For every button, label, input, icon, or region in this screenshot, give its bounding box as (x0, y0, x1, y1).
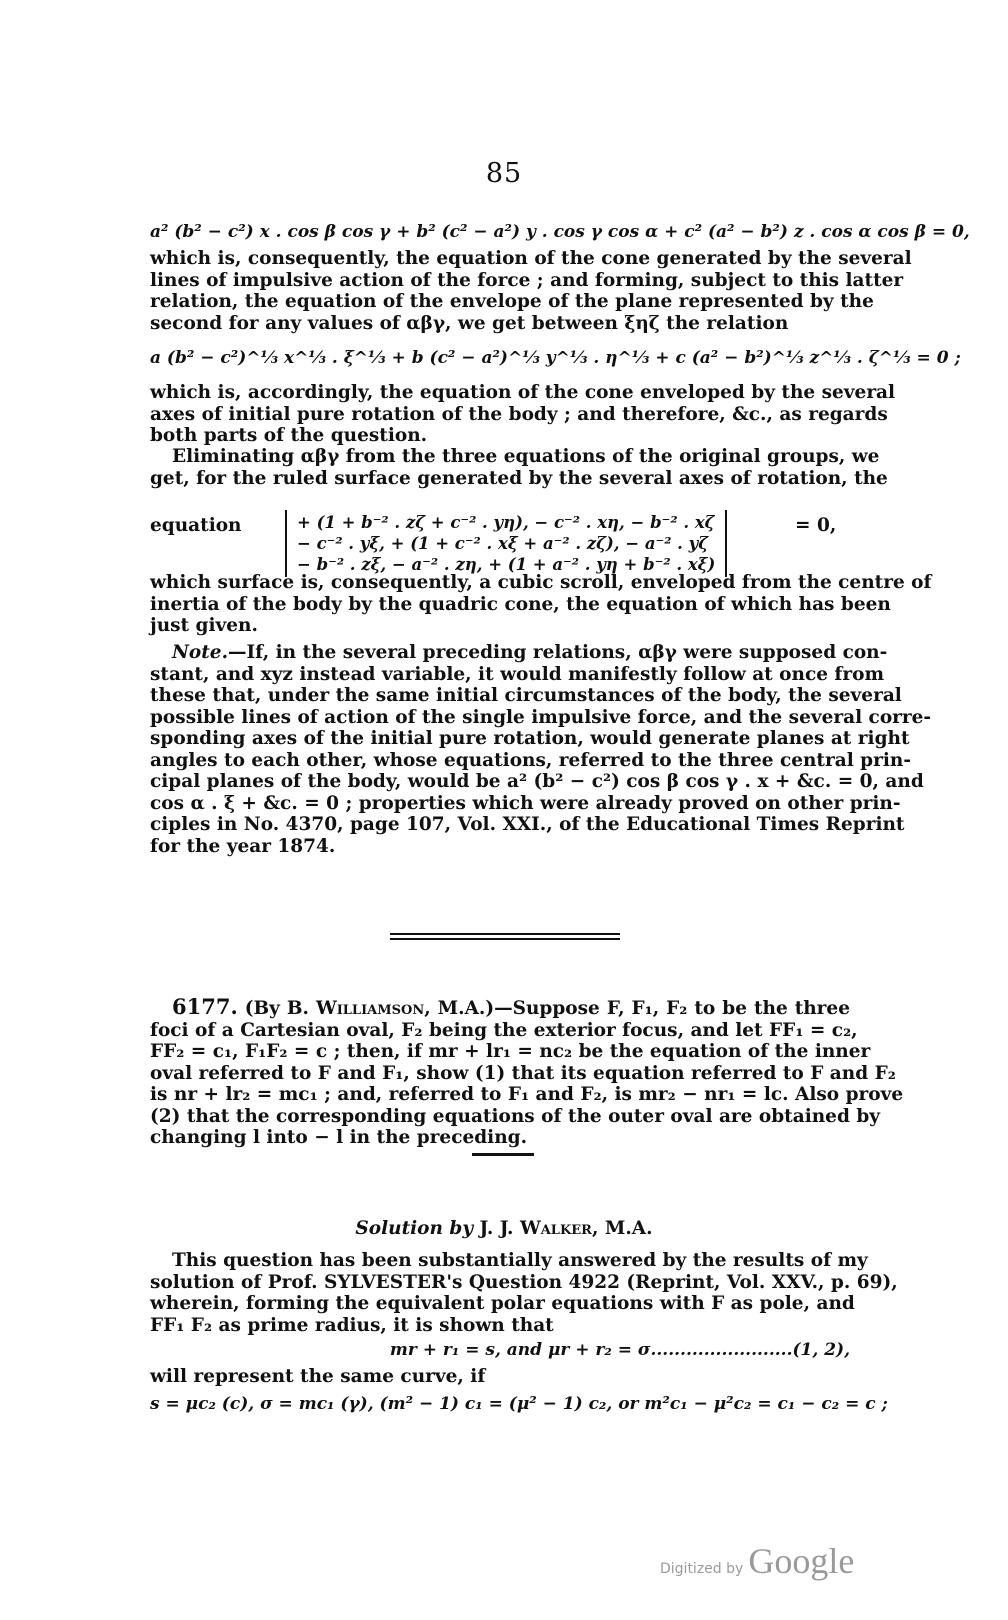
text-line: relation, the equation of the envelope of the plane represented by the (150, 291, 874, 312)
determinant-label: equation (150, 515, 242, 536)
question-number: 6177. (172, 994, 238, 1019)
text-line: for the year 1874. (150, 835, 336, 857)
text-line: Note.—If, in the several preceding relations, αβγ were supposed con- (172, 642, 888, 663)
section-divider (390, 933, 620, 940)
text-line: inertia of the body by the quadric cone, the equation of which has been (150, 593, 891, 615)
text-line: ciples in No. 4370, page 107, Vol. XXI., of the Educational Times Reprint (150, 814, 905, 835)
text-line: cos α . ξ + &c. = 0 ; properties which were already proved on other prin- (150, 792, 901, 814)
text-line: which surface is, consequently, a cubic scroll, enveloped from the centre of (150, 572, 932, 593)
text-line: possible lines of action of the single impulsive force, and the several corre- (150, 706, 932, 728)
text-line: will represent the same curve, if (150, 1366, 486, 1387)
text-line: oval referred to F and F₁, show (1) that its equation referred to F and F₂ (150, 1062, 896, 1084)
text-line: get, for the ruled surface generated by the several axes of rotation, the (150, 467, 888, 489)
paragraph-cone (150, 248, 912, 334)
paragraph-eliminating (150, 446, 888, 489)
determinant-row: − c⁻² . yξ, + (1 + c⁻² . xξ + a⁻² . zζ), − a⁻² . yζ (297, 534, 709, 553)
text-line: angles to each other, whose equations, referred to the three central prin- (150, 749, 912, 771)
question-author: Williamson (315, 998, 425, 1019)
paragraph-same-curve (150, 1366, 850, 1388)
paragraph-solution (150, 1250, 898, 1336)
text-line: foci of a Cartesian oval, F₂ being the exterior focus, and let FF₁ = c₂, (150, 1019, 858, 1041)
equation-envelope: a (b² − c²)^⅓ x^⅓ . ξ^⅓ + b (c² − a²)^⅓ y^⅓ . η^⅓ + c (a² − b²)^⅓ z^⅓ . ζ^⅓ = 0 ; (150, 348, 961, 368)
equation-cone: a² (b² − c²) x . cos β cos γ + b² (c² − a²) y . cos γ cos α + c² (a² − b²) z . cos α cos β = 0, (150, 222, 970, 242)
paragraph-scroll (150, 572, 932, 637)
equation-polar: mr + r₁ = s, and μr + r₂ = σ........................(1, 2), (389, 1340, 850, 1360)
text-line: sponding axes of the initial pure rotation, would generate planes at right (150, 728, 910, 749)
text-line: wherein, forming the equivalent polar equations with F as pole, and (150, 1293, 855, 1314)
short-divider (472, 1153, 534, 1156)
question-6177 (150, 994, 904, 1149)
page-number: 85 (485, 158, 523, 189)
digitized-watermark (660, 1540, 854, 1582)
determinant-row: + (1 + b⁻² . zζ + c⁻² . yη), − c⁻² . xη, − b⁻² . xζ (297, 513, 715, 532)
text-line: This question has been substantially answered by the results of my (172, 1250, 868, 1271)
paragraph-note (150, 642, 932, 857)
paragraph-axes (150, 382, 896, 447)
text-line: just given. (150, 615, 258, 636)
text-line: solution of Prof. SYLVESTER's Question 4922 (Reprint, Vol. XXV., p. 69), (150, 1271, 898, 1293)
text-line: FF₁ F₂ as prime radius, it is shown that (150, 1314, 554, 1336)
text-line: which is, accordingly, the equation of the cone enveloped by the several (150, 382, 896, 403)
determinant (285, 510, 727, 577)
text-line: 6177. (By B. Williamson, M.A.)—Suppose F, F₁, F₂ to be the three (172, 994, 850, 1019)
solution-heading: Solution by J. J. Walker, M.A. (355, 1218, 653, 1239)
text-line: Eliminating αβγ from the three equations of the original groups, we (172, 446, 880, 467)
solution-author: Walker (519, 1218, 592, 1239)
watermark-small-text: Digitized by (660, 1561, 744, 1577)
text-line: axes of initial pure rotation of the body ; and therefore, &c., as regards (150, 403, 888, 425)
text-line: which is, consequently, the equation of the cone generated by the several (150, 248, 912, 269)
text-line: stant, and xyz instead variable, it would manifestly follow at once from (150, 663, 885, 685)
determinant-equals: = 0, (795, 515, 837, 536)
google-logo: Google (748, 1541, 855, 1581)
text-line: both parts of the question. (150, 425, 428, 446)
text-line: FF₂ = c₁, F₁F₂ = c ; then, if mr + lr₁ = nc₂ be the equation of the inner (150, 1041, 871, 1062)
determinant-row: − b⁻² . zξ, − a⁻² . zη, + (1 + a⁻² . yη + b⁻² . xξ) (297, 555, 716, 574)
text-line: (2) that the corresponding equations of the outer oval are obtained by (150, 1105, 881, 1127)
text-line: is nr + lr₂ = mc₁ ; and, referred to F₁ and F₂, is mr₂ − nr₁ = lc. Also prove (150, 1084, 904, 1105)
equation-conditions: s = μc₂ (c), σ = mc₁ (γ), (m² − 1) c₁ = (μ² − 1) c₂, or m²c₁ − μ²c₂ = c₁ − c₂ = c ; (150, 1394, 888, 1414)
text-line: changing l into − l in the preceding. (150, 1127, 528, 1148)
text-line: these that, under the same initial circumstances of the body, the several (150, 685, 902, 706)
text-line: second for any values of αβγ, we get between ξηζ the relation (150, 312, 789, 334)
text-line: lines of impulsive action of the force ; and forming, subject to this latter (150, 269, 904, 291)
note-lead: Note. (172, 642, 229, 663)
text-line: cipal planes of the body, would be a² (b² − c²) cos β cos γ . x + &c. = 0, and (150, 771, 924, 792)
